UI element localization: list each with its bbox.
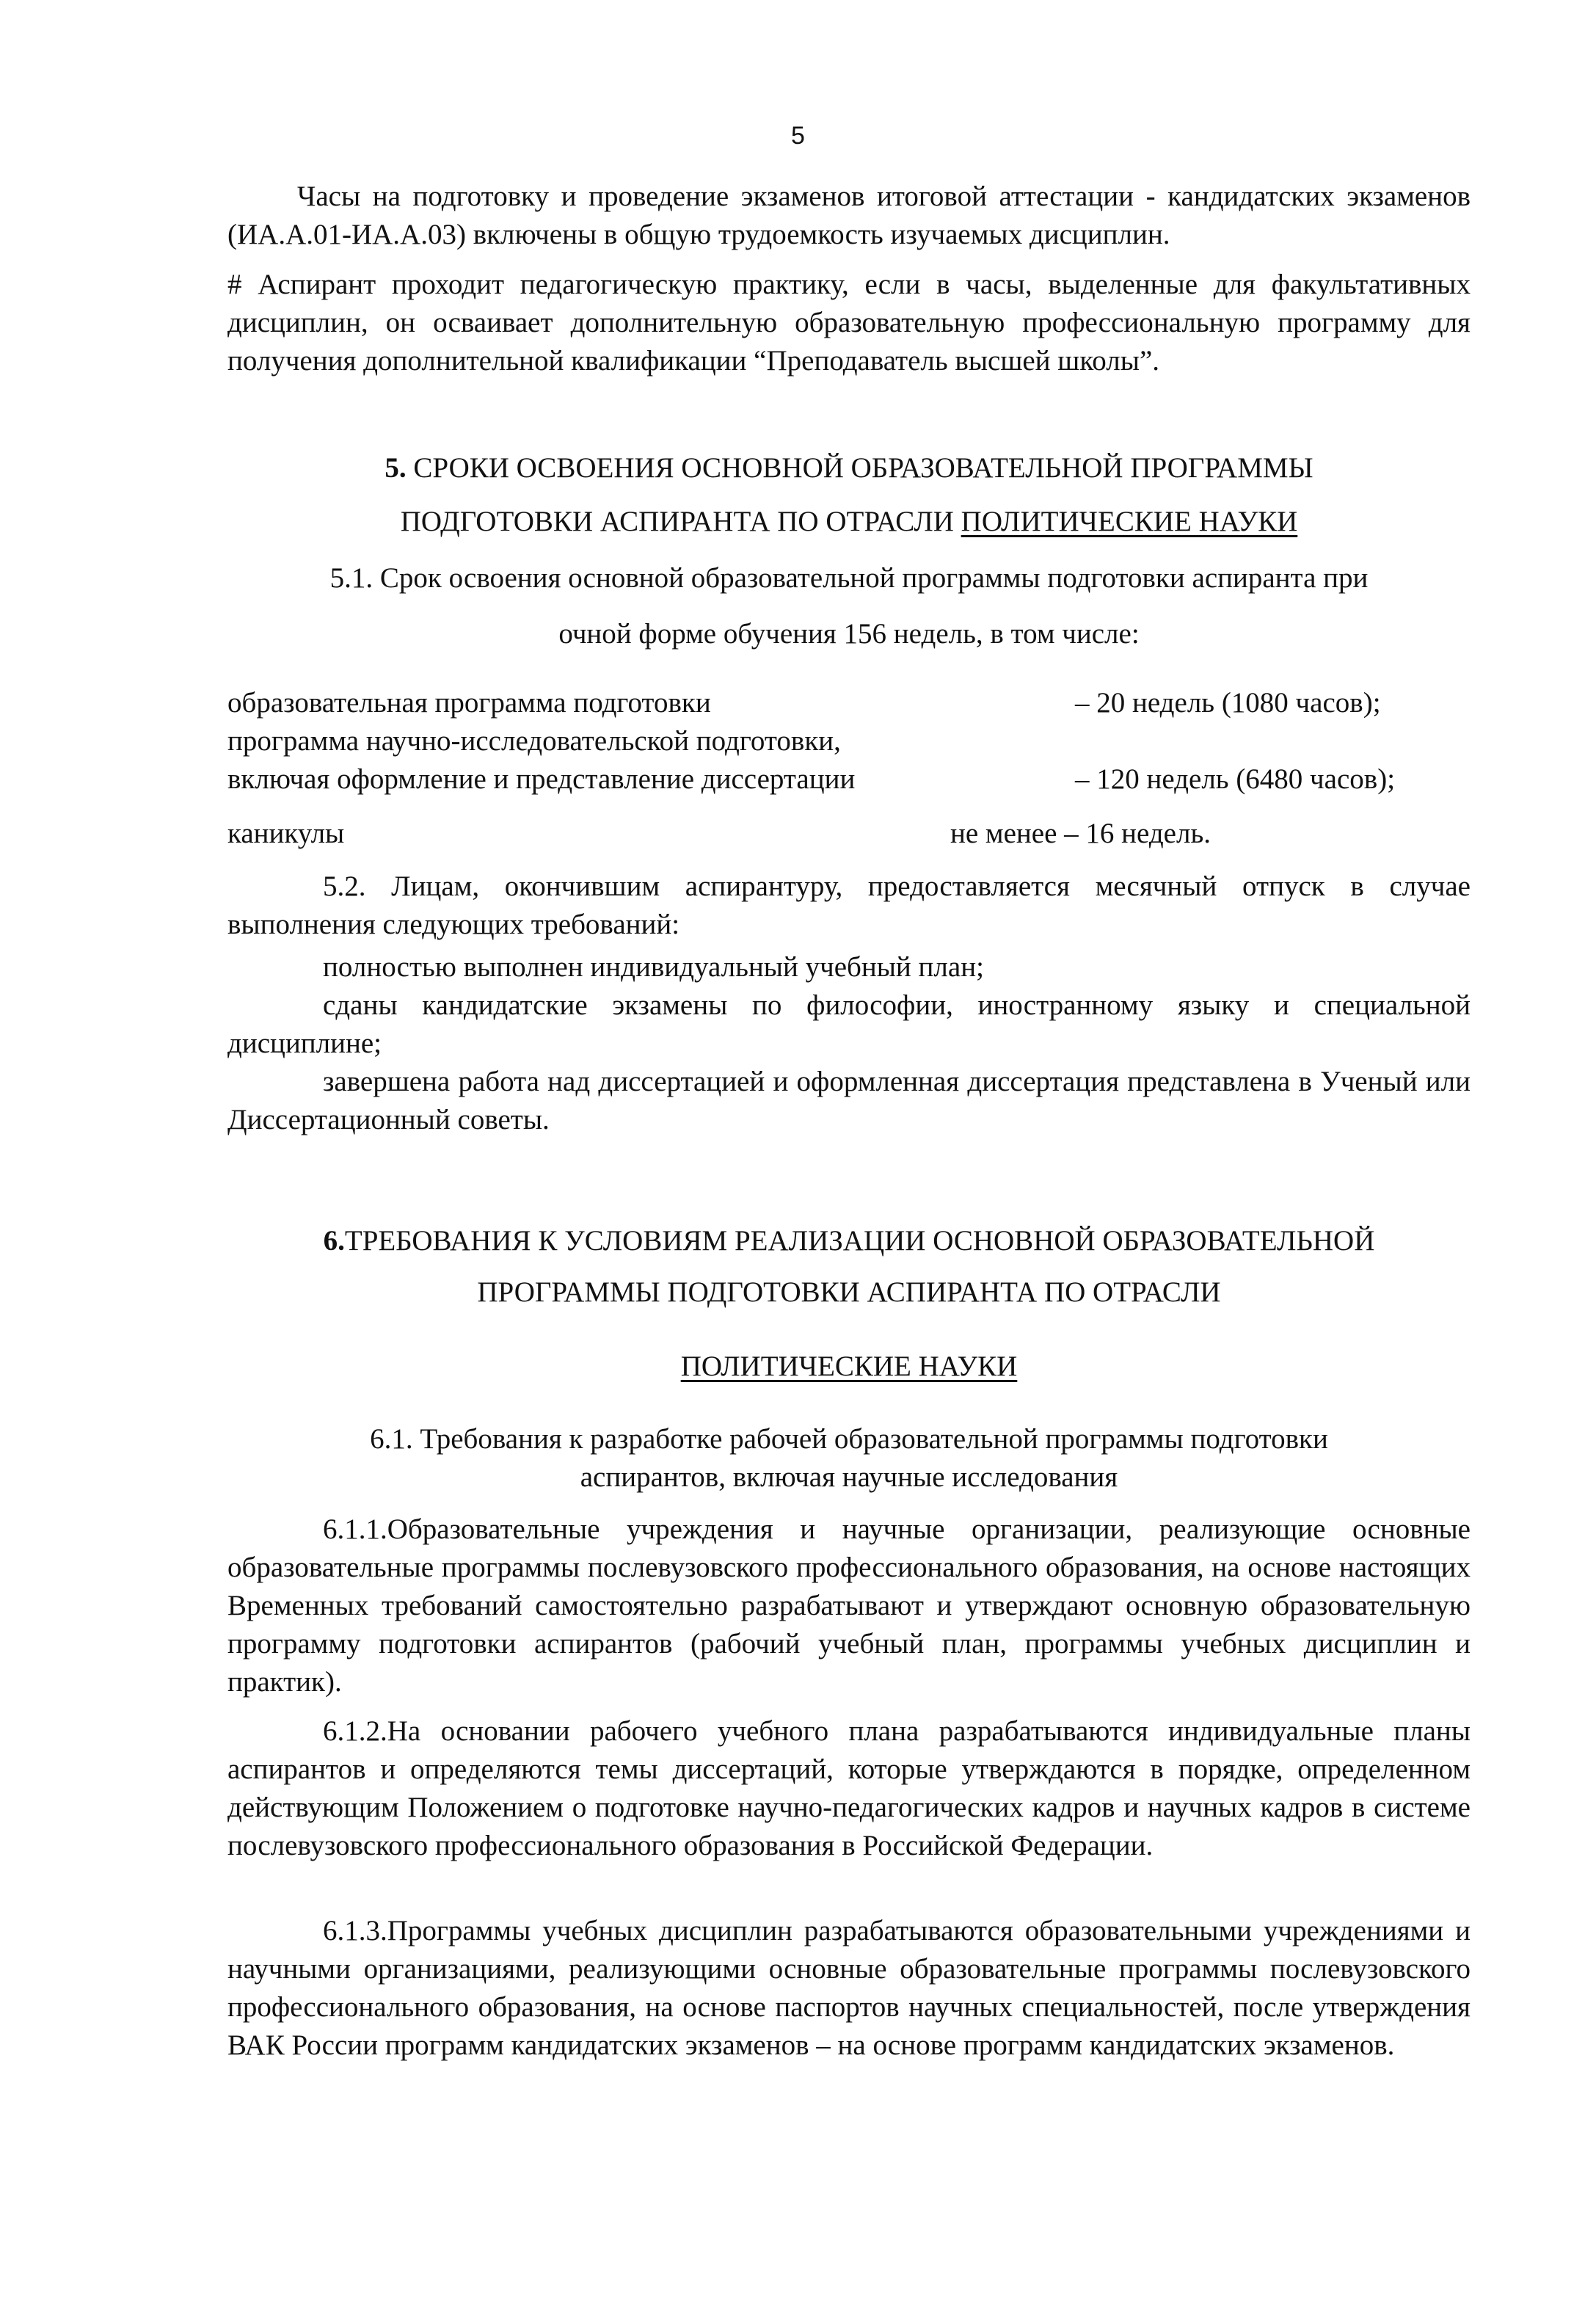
section-5-heading-line2 <box>227 503 1471 541</box>
section-5-number: 5. <box>385 452 407 484</box>
subsection-6-1-heading-line1: 6.1. Требования к разработке рабочей образовательной программы подготовки <box>370 1423 1328 1455</box>
intro-paragraph-pedagogical-practice: # Аспирант проходит педагогическую практику, если в часы, выделенные для факультативных дисциплин, он осваивает дополнительную образовательную профессиональную программу для получения дополнительной квалификации “Преподаватель высшей школы”. <box>227 269 1471 377</box>
duration-item-value: не менее – 16 недель. <box>950 818 1211 849</box>
section-6-title-line1: ТРЕБОВАНИЯ К УСЛОВИЯМ РЕАЛИЗАЦИИ ОСНОВНОЙ ОБРАЗОВАТЕЛЬНОЙ <box>344 1225 1375 1257</box>
duration-item-dissertation <box>227 760 1471 799</box>
paragraph-5-2: 5.2. Лицам, окончившим аспирантуру, предоставляется месячный отпуск в случае выполнения следующих требований: <box>227 870 1471 940</box>
paragraph-6-1-3: 6.1.3.Программы учебных дисциплин разрабатываются образовательными учреждениями и научными организациями, реализующими основные образовательные программы послевузовского профессионального образования, на основе паспортов научных специальностей, после утверждения ВАК России программ кандидатских экзаменов – на основе программ кандидатских экзаменов. <box>227 1915 1471 2061</box>
duration-item-label: образовательная программа подготовки <box>227 687 711 719</box>
section-6-heading-line2: ПРОГРАММЫ ПОДГОТОВКИ АСПИРАНТА ПО ОТРАСЛИ <box>477 1276 1221 1308</box>
paragraph-5-1-line2: очной форме обучения 156 недель, в том числе: <box>558 618 1140 650</box>
section-5-heading-line1 <box>227 449 1471 487</box>
duration-item-value: – 120 недель (6480 часов); <box>1075 763 1396 795</box>
paragraph-5-1-line1: 5.1. Срок освоения основной образовательной программы подготовки аспиранта при <box>329 562 1369 594</box>
duration-item-vacation <box>227 815 1471 853</box>
section-6-number: 6. <box>323 1225 345 1257</box>
paragraph-6-1-1: 6.1.1.Образовательные учреждения и научные организации, реализующие основные образовательные программы послевузовского профессионального образования, на основе настоящих Временных требований самостоятельно разрабатывают и утверждают основную образовательную программу подготовки аспирантов (рабочий учебный план, программы учебных дисциплин и практик). <box>227 1513 1471 1698</box>
section-6-heading-field: ПОЛИТИЧЕСКИЕ НАУКИ <box>680 1351 1018 1382</box>
page-number: 5 <box>791 122 805 150</box>
requirement-study-plan: полностью выполнен индивидуальный учебный план; <box>323 951 984 983</box>
intro-paragraph-exam-hours: Часы на подготовку и проведение экзаменов итоговой аттестации - кандидатских экзаменов (ИА.А.01-ИА.А.03) включены в общую трудоемкость изучаемых дисциплин. <box>227 181 1471 250</box>
section-5-title-line2: ПОДГОТОВКИ АСПИРАНТА ПО ОТРАСЛИ <box>400 506 954 537</box>
subsection-6-1-heading-line2: аспирантов, включая научные исследования <box>580 1461 1118 1493</box>
duration-item-label: каникулы <box>227 818 345 849</box>
section-6-heading-line1 <box>227 1222 1471 1260</box>
requirement-candidate-exams: сданы кандидатские экзамены по философии, иностранному языку и специальной дисциплине; <box>227 989 1471 1059</box>
duration-item-education-program <box>227 684 1471 722</box>
section-5-title-line1: СРОКИ ОСВОЕНИЯ ОСНОВНОЙ ОБРАЗОВАТЕЛЬНОЙ ПРОГРАММЫ <box>413 452 1313 484</box>
duration-item-value: – 20 недель (1080 часов); <box>1075 687 1381 719</box>
requirement-dissertation: завершена работа над диссертацией и оформленная диссертация представлена в Ученый или Диссертационный советы. <box>227 1066 1471 1135</box>
paragraph-6-1-2: 6.1.2.На основании рабочего учебного плана разрабатываются индивидуальные планы аспирантов и определяются темы диссертаций, которые утверждаются в порядке, определенном действующим Положением о подготовке научно-педагогических кадров и научных кадров в системе послевузовского профессионального образования в Российской Федерации. <box>227 1715 1471 1861</box>
section-5-title-field: ПОЛИТИЧЕСКИЕ НАУКИ <box>961 506 1298 537</box>
duration-item-research-program <box>227 722 1471 760</box>
duration-item-label: программа научно-исследовательской подготовки, <box>227 725 841 757</box>
duration-item-label: включая оформление и представление диссертации <box>227 763 856 795</box>
